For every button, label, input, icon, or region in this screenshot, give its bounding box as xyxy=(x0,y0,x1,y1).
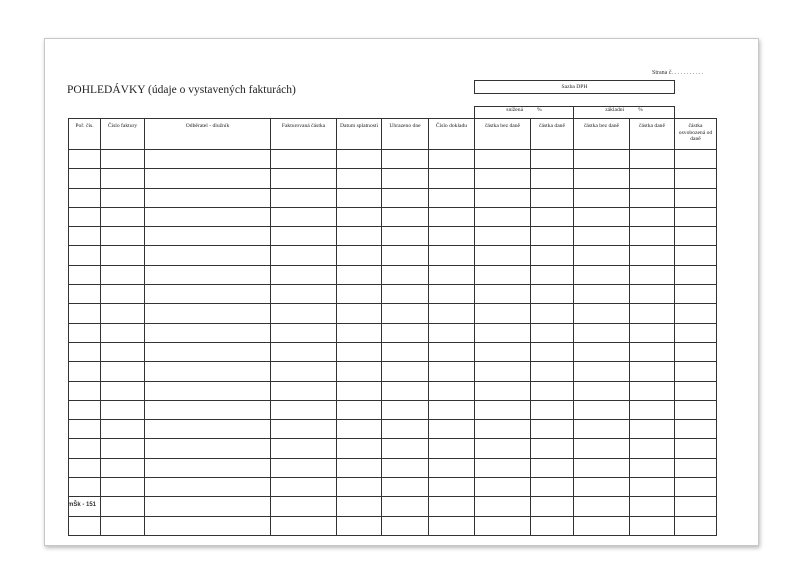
table-row xyxy=(69,304,717,323)
table-cell[interactable] xyxy=(531,285,574,304)
table-cell[interactable] xyxy=(574,478,630,497)
table-cell[interactable] xyxy=(574,420,630,439)
spacer xyxy=(675,107,717,119)
table-cell[interactable] xyxy=(382,285,429,304)
table-cell[interactable] xyxy=(382,478,429,497)
table-cell[interactable] xyxy=(101,304,145,323)
table-cell[interactable] xyxy=(337,246,382,265)
table-row xyxy=(69,227,717,246)
table-cell[interactable] xyxy=(429,362,475,381)
table-cell[interactable] xyxy=(69,342,101,361)
vat-reduced-unit: % xyxy=(537,107,542,113)
table-cell[interactable] xyxy=(675,400,717,419)
table-row xyxy=(69,323,717,342)
table-cell[interactable] xyxy=(337,227,382,246)
table-cell[interactable] xyxy=(101,342,145,361)
table-cell[interactable] xyxy=(382,150,429,169)
table-cell[interactable] xyxy=(630,381,675,400)
table-cell[interactable] xyxy=(630,458,675,477)
table-cell[interactable] xyxy=(574,207,630,226)
table-cell[interactable] xyxy=(337,285,382,304)
table-row xyxy=(69,362,717,381)
table-cell[interactable] xyxy=(69,323,101,342)
col-header: Číslo faktury xyxy=(101,119,145,150)
table-row xyxy=(69,439,717,458)
form-title: POHLEDÁVKY (údaje o vystavených fakturách) xyxy=(67,84,296,96)
table-cell[interactable] xyxy=(145,497,271,516)
table-cell[interactable] xyxy=(531,188,574,207)
table-cell[interactable] xyxy=(271,169,337,188)
col-header: částka bez daně xyxy=(574,119,630,150)
table-cell[interactable] xyxy=(101,478,145,497)
table-cell[interactable] xyxy=(382,362,429,381)
table-cell[interactable] xyxy=(101,420,145,439)
table-cell[interactable] xyxy=(531,497,574,516)
table-cell[interactable] xyxy=(475,188,531,207)
table-cell[interactable] xyxy=(475,362,531,381)
table-cell[interactable] xyxy=(69,265,101,284)
table-cell[interactable] xyxy=(630,246,675,265)
table-cell[interactable] xyxy=(337,420,382,439)
table-cell[interactable] xyxy=(145,285,271,304)
table-cell[interactable] xyxy=(429,400,475,419)
table-cell[interactable] xyxy=(69,420,101,439)
table-cell[interactable] xyxy=(337,323,382,342)
table-cell[interactable] xyxy=(271,207,337,226)
table-cell[interactable] xyxy=(69,478,101,497)
table-cell[interactable] xyxy=(630,150,675,169)
table-cell[interactable] xyxy=(531,169,574,188)
table-cell[interactable] xyxy=(337,478,382,497)
table-cell[interactable] xyxy=(337,516,382,535)
table-cell[interactable] xyxy=(145,420,271,439)
table-cell[interactable] xyxy=(271,420,337,439)
table-cell[interactable] xyxy=(69,304,101,323)
table-cell[interactable] xyxy=(69,400,101,419)
table-cell[interactable] xyxy=(531,516,574,535)
table-cell[interactable] xyxy=(675,497,717,516)
table-cell[interactable] xyxy=(429,285,475,304)
table-row xyxy=(69,150,717,169)
table-cell[interactable] xyxy=(337,342,382,361)
table-row xyxy=(69,169,717,188)
table-cell[interactable] xyxy=(675,458,717,477)
table-cell[interactable] xyxy=(382,497,429,516)
table-cell[interactable] xyxy=(101,265,145,284)
table-cell[interactable] xyxy=(145,342,271,361)
table-row xyxy=(69,342,717,361)
table-cell[interactable] xyxy=(531,381,574,400)
table-cell[interactable] xyxy=(271,227,337,246)
table-cell[interactable] xyxy=(382,342,429,361)
table-cell[interactable] xyxy=(382,246,429,265)
table-cell[interactable] xyxy=(271,400,337,419)
table-cell[interactable] xyxy=(475,304,531,323)
table-cell[interactable] xyxy=(271,246,337,265)
table-cell[interactable] xyxy=(531,362,574,381)
table-cell[interactable] xyxy=(382,458,429,477)
table-cell[interactable] xyxy=(675,439,717,458)
table-cell[interactable] xyxy=(574,516,630,535)
table-cell[interactable] xyxy=(475,150,531,169)
table-cell[interactable] xyxy=(531,323,574,342)
table-cell[interactable] xyxy=(675,188,717,207)
table-row xyxy=(69,516,717,535)
receivables-table xyxy=(68,106,717,536)
vat-rate-title: Sazba DPH xyxy=(475,81,675,94)
table-cell[interactable] xyxy=(69,227,101,246)
table-cell[interactable] xyxy=(574,342,630,361)
col-header: Uhrazeno dne xyxy=(382,119,429,150)
table-cell[interactable] xyxy=(271,362,337,381)
table-cell[interactable] xyxy=(574,169,630,188)
table-cell[interactable] xyxy=(101,150,145,169)
col-header: Odběratel - dlužník xyxy=(145,119,271,150)
table-cell[interactable] xyxy=(630,439,675,458)
table-row xyxy=(69,207,717,226)
table-cell[interactable] xyxy=(145,323,271,342)
table-cell[interactable] xyxy=(475,265,531,284)
table-cell[interactable] xyxy=(574,304,630,323)
table-cell[interactable] xyxy=(337,304,382,323)
table-cell[interactable] xyxy=(337,150,382,169)
table-cell[interactable] xyxy=(675,169,717,188)
table-cell[interactable] xyxy=(145,304,271,323)
table-cell[interactable] xyxy=(337,265,382,284)
table-cell[interactable] xyxy=(145,150,271,169)
table-cell[interactable] xyxy=(69,285,101,304)
table-cell[interactable] xyxy=(69,439,101,458)
table-cell[interactable] xyxy=(69,150,101,169)
table-cell[interactable] xyxy=(429,516,475,535)
table-cell[interactable] xyxy=(475,246,531,265)
table-cell[interactable] xyxy=(101,362,145,381)
col-header: částka daně xyxy=(630,119,675,150)
table-cell[interactable] xyxy=(337,400,382,419)
table-cell[interactable] xyxy=(382,381,429,400)
col-header: Fakturovaná částka xyxy=(271,119,337,150)
table-cell[interactable] xyxy=(101,439,145,458)
table-cell[interactable] xyxy=(675,381,717,400)
table-cell[interactable] xyxy=(337,169,382,188)
table-cell[interactable] xyxy=(531,342,574,361)
table-cell[interactable] xyxy=(382,323,429,342)
table-cell[interactable] xyxy=(271,497,337,516)
table-cell[interactable] xyxy=(574,150,630,169)
table-row xyxy=(69,420,717,439)
table-cell[interactable] xyxy=(574,265,630,284)
table-cell[interactable] xyxy=(101,497,145,516)
table-cell[interactable] xyxy=(382,400,429,419)
table-cell[interactable] xyxy=(145,265,271,284)
table-cell[interactable] xyxy=(475,169,531,188)
table-cell[interactable] xyxy=(101,458,145,477)
table-cell[interactable] xyxy=(675,323,717,342)
table-cell[interactable] xyxy=(475,381,531,400)
table-cell[interactable] xyxy=(382,169,429,188)
table-cell[interactable] xyxy=(429,169,475,188)
table-cell[interactable] xyxy=(630,400,675,419)
table-cell[interactable] xyxy=(531,478,574,497)
table-cell[interactable] xyxy=(675,304,717,323)
table-cell[interactable] xyxy=(101,285,145,304)
table-cell[interactable] xyxy=(145,246,271,265)
table-cell[interactable] xyxy=(382,439,429,458)
table-cell[interactable] xyxy=(531,304,574,323)
table-cell[interactable] xyxy=(675,150,717,169)
table-cell[interactable] xyxy=(630,207,675,226)
table-cell[interactable] xyxy=(531,246,574,265)
table-cell[interactable] xyxy=(382,227,429,246)
col-header: Poř. čís. xyxy=(69,119,101,150)
table-row xyxy=(69,188,717,207)
table-cell[interactable] xyxy=(630,227,675,246)
table-cell[interactable] xyxy=(429,497,475,516)
table-cell[interactable] xyxy=(271,188,337,207)
table-cell[interactable] xyxy=(145,458,271,477)
table-cell[interactable] xyxy=(675,342,717,361)
table-cell[interactable] xyxy=(475,342,531,361)
table-cell[interactable] xyxy=(69,169,101,188)
table-cell[interactable] xyxy=(630,420,675,439)
table-cell[interactable] xyxy=(475,516,531,535)
table-row xyxy=(69,265,717,284)
table-cell[interactable] xyxy=(574,400,630,419)
table-cell[interactable] xyxy=(429,323,475,342)
table-cell[interactable] xyxy=(382,516,429,535)
table-cell[interactable] xyxy=(69,362,101,381)
table-cell[interactable] xyxy=(429,458,475,477)
table-cell[interactable] xyxy=(574,227,630,246)
table-row xyxy=(69,285,717,304)
table-cell[interactable] xyxy=(630,323,675,342)
table-cell[interactable] xyxy=(675,420,717,439)
table-cell[interactable] xyxy=(574,439,630,458)
table-cell[interactable] xyxy=(429,188,475,207)
table-row xyxy=(69,478,717,497)
table-cell[interactable] xyxy=(574,458,630,477)
table-cell[interactable] xyxy=(630,342,675,361)
table-cell[interactable] xyxy=(429,342,475,361)
table-cell[interactable] xyxy=(630,478,675,497)
table-cell[interactable] xyxy=(271,439,337,458)
table-row xyxy=(69,497,717,516)
table-cell[interactable] xyxy=(145,227,271,246)
table-cell[interactable] xyxy=(145,439,271,458)
table-cell[interactable] xyxy=(475,439,531,458)
table-cell[interactable] xyxy=(574,246,630,265)
table-cell[interactable] xyxy=(429,420,475,439)
table-cell[interactable] xyxy=(630,304,675,323)
table-row xyxy=(69,381,717,400)
col-header: Číslo dokladu xyxy=(429,119,475,150)
table-cell[interactable] xyxy=(382,304,429,323)
table-cell[interactable] xyxy=(337,207,382,226)
table-cell[interactable] xyxy=(271,285,337,304)
spacer xyxy=(69,107,475,119)
table-cell[interactable] xyxy=(429,207,475,226)
table-cell[interactable] xyxy=(429,150,475,169)
table-cell[interactable] xyxy=(271,458,337,477)
table-cell[interactable] xyxy=(675,285,717,304)
table-cell[interactable] xyxy=(630,188,675,207)
table-cell[interactable] xyxy=(145,478,271,497)
table-cell[interactable] xyxy=(69,207,101,226)
table-cell[interactable] xyxy=(630,497,675,516)
table-cell[interactable] xyxy=(475,400,531,419)
table-cell[interactable] xyxy=(145,400,271,419)
table-cell[interactable] xyxy=(475,478,531,497)
table-cell[interactable] xyxy=(531,420,574,439)
table-cell[interactable] xyxy=(69,458,101,477)
table-cell[interactable] xyxy=(675,362,717,381)
table-cell[interactable] xyxy=(475,497,531,516)
table-cell[interactable] xyxy=(145,516,271,535)
table-row xyxy=(69,400,717,419)
table-cell[interactable] xyxy=(101,400,145,419)
table-cell[interactable] xyxy=(475,207,531,226)
table-cell[interactable] xyxy=(382,188,429,207)
table-cell[interactable] xyxy=(337,362,382,381)
table-cell[interactable] xyxy=(475,323,531,342)
vat-basic-label xyxy=(574,107,675,119)
table-cell[interactable] xyxy=(531,458,574,477)
table-cell[interactable] xyxy=(101,207,145,226)
table-cell[interactable] xyxy=(574,381,630,400)
table-row xyxy=(69,458,717,477)
form-code: mŠk - 151 xyxy=(68,502,97,508)
table-cell[interactable] xyxy=(271,150,337,169)
table-cell[interactable] xyxy=(574,362,630,381)
table-cell[interactable] xyxy=(101,246,145,265)
table-cell[interactable] xyxy=(675,478,717,497)
table-cell[interactable] xyxy=(630,265,675,284)
table-cell[interactable] xyxy=(429,439,475,458)
page-number-label: Strana č. . . . . . . . . . . xyxy=(652,70,703,76)
table-cell[interactable] xyxy=(475,285,531,304)
table-cell[interactable] xyxy=(475,458,531,477)
table-cell[interactable] xyxy=(574,285,630,304)
table-cell[interactable] xyxy=(531,227,574,246)
table-cell[interactable] xyxy=(574,497,630,516)
table-cell[interactable] xyxy=(271,478,337,497)
col-header: částka daně xyxy=(531,119,574,150)
table-cell[interactable] xyxy=(630,362,675,381)
table-cell[interactable] xyxy=(337,458,382,477)
vat-basic-unit: % xyxy=(638,107,643,113)
table-cell[interactable] xyxy=(675,246,717,265)
table-cell[interactable] xyxy=(574,188,630,207)
table-cell[interactable] xyxy=(429,304,475,323)
table-cell[interactable] xyxy=(429,478,475,497)
table-cell[interactable] xyxy=(475,227,531,246)
table-cell[interactable] xyxy=(382,265,429,284)
table-cell[interactable] xyxy=(271,265,337,284)
table-cell[interactable] xyxy=(271,516,337,535)
table-cell[interactable] xyxy=(574,323,630,342)
col-header: částka bez daně xyxy=(475,119,531,150)
table-cell[interactable] xyxy=(271,304,337,323)
table-cell[interactable] xyxy=(531,207,574,226)
table-cell[interactable] xyxy=(145,381,271,400)
table-cell[interactable] xyxy=(337,497,382,516)
table-cell[interactable] xyxy=(675,227,717,246)
table-cell[interactable] xyxy=(531,439,574,458)
table-cell[interactable] xyxy=(69,246,101,265)
table-cell[interactable] xyxy=(101,516,145,535)
table-cell[interactable] xyxy=(429,381,475,400)
table-cell[interactable] xyxy=(531,400,574,419)
col-header: Datum splatnosti xyxy=(337,119,382,150)
table-cell[interactable] xyxy=(675,265,717,284)
table-cell[interactable] xyxy=(630,285,675,304)
col-header: částka osvobozená od daně xyxy=(675,119,717,150)
table-cell[interactable] xyxy=(531,150,574,169)
table-cell[interactable] xyxy=(69,188,101,207)
table-cell[interactable] xyxy=(69,516,101,535)
table-cell[interactable] xyxy=(145,169,271,188)
table-row xyxy=(69,246,717,265)
table-cell[interactable] xyxy=(630,169,675,188)
table-cell[interactable] xyxy=(675,516,717,535)
table-cell[interactable] xyxy=(145,188,271,207)
table-cell[interactable] xyxy=(271,381,337,400)
table-cell[interactable] xyxy=(630,516,675,535)
table-cell[interactable] xyxy=(429,227,475,246)
table-cell[interactable] xyxy=(69,381,101,400)
table-cell[interactable] xyxy=(382,207,429,226)
table-cell[interactable] xyxy=(382,420,429,439)
table-cell[interactable] xyxy=(101,188,145,207)
header-row xyxy=(69,119,717,150)
table-cell[interactable] xyxy=(271,342,337,361)
table-cell[interactable] xyxy=(101,381,145,400)
table-cell[interactable] xyxy=(429,265,475,284)
table-cell[interactable] xyxy=(145,362,271,381)
table-cell[interactable] xyxy=(145,207,271,226)
table-cell[interactable] xyxy=(101,169,145,188)
table-cell[interactable] xyxy=(429,246,475,265)
vat-reduced-label xyxy=(475,107,574,119)
table-cell[interactable] xyxy=(101,323,145,342)
table-cell[interactable] xyxy=(101,227,145,246)
table-cell[interactable] xyxy=(531,265,574,284)
vat-basic-text: základní xyxy=(605,107,625,113)
table-cell[interactable] xyxy=(337,439,382,458)
vat-reduced-text: snížená xyxy=(506,107,524,113)
table-cell[interactable] xyxy=(271,323,337,342)
table-cell[interactable] xyxy=(675,207,717,226)
table-cell[interactable] xyxy=(337,381,382,400)
vat-rate-header xyxy=(474,80,675,94)
table-cell[interactable] xyxy=(475,420,531,439)
table-cell[interactable] xyxy=(337,188,382,207)
